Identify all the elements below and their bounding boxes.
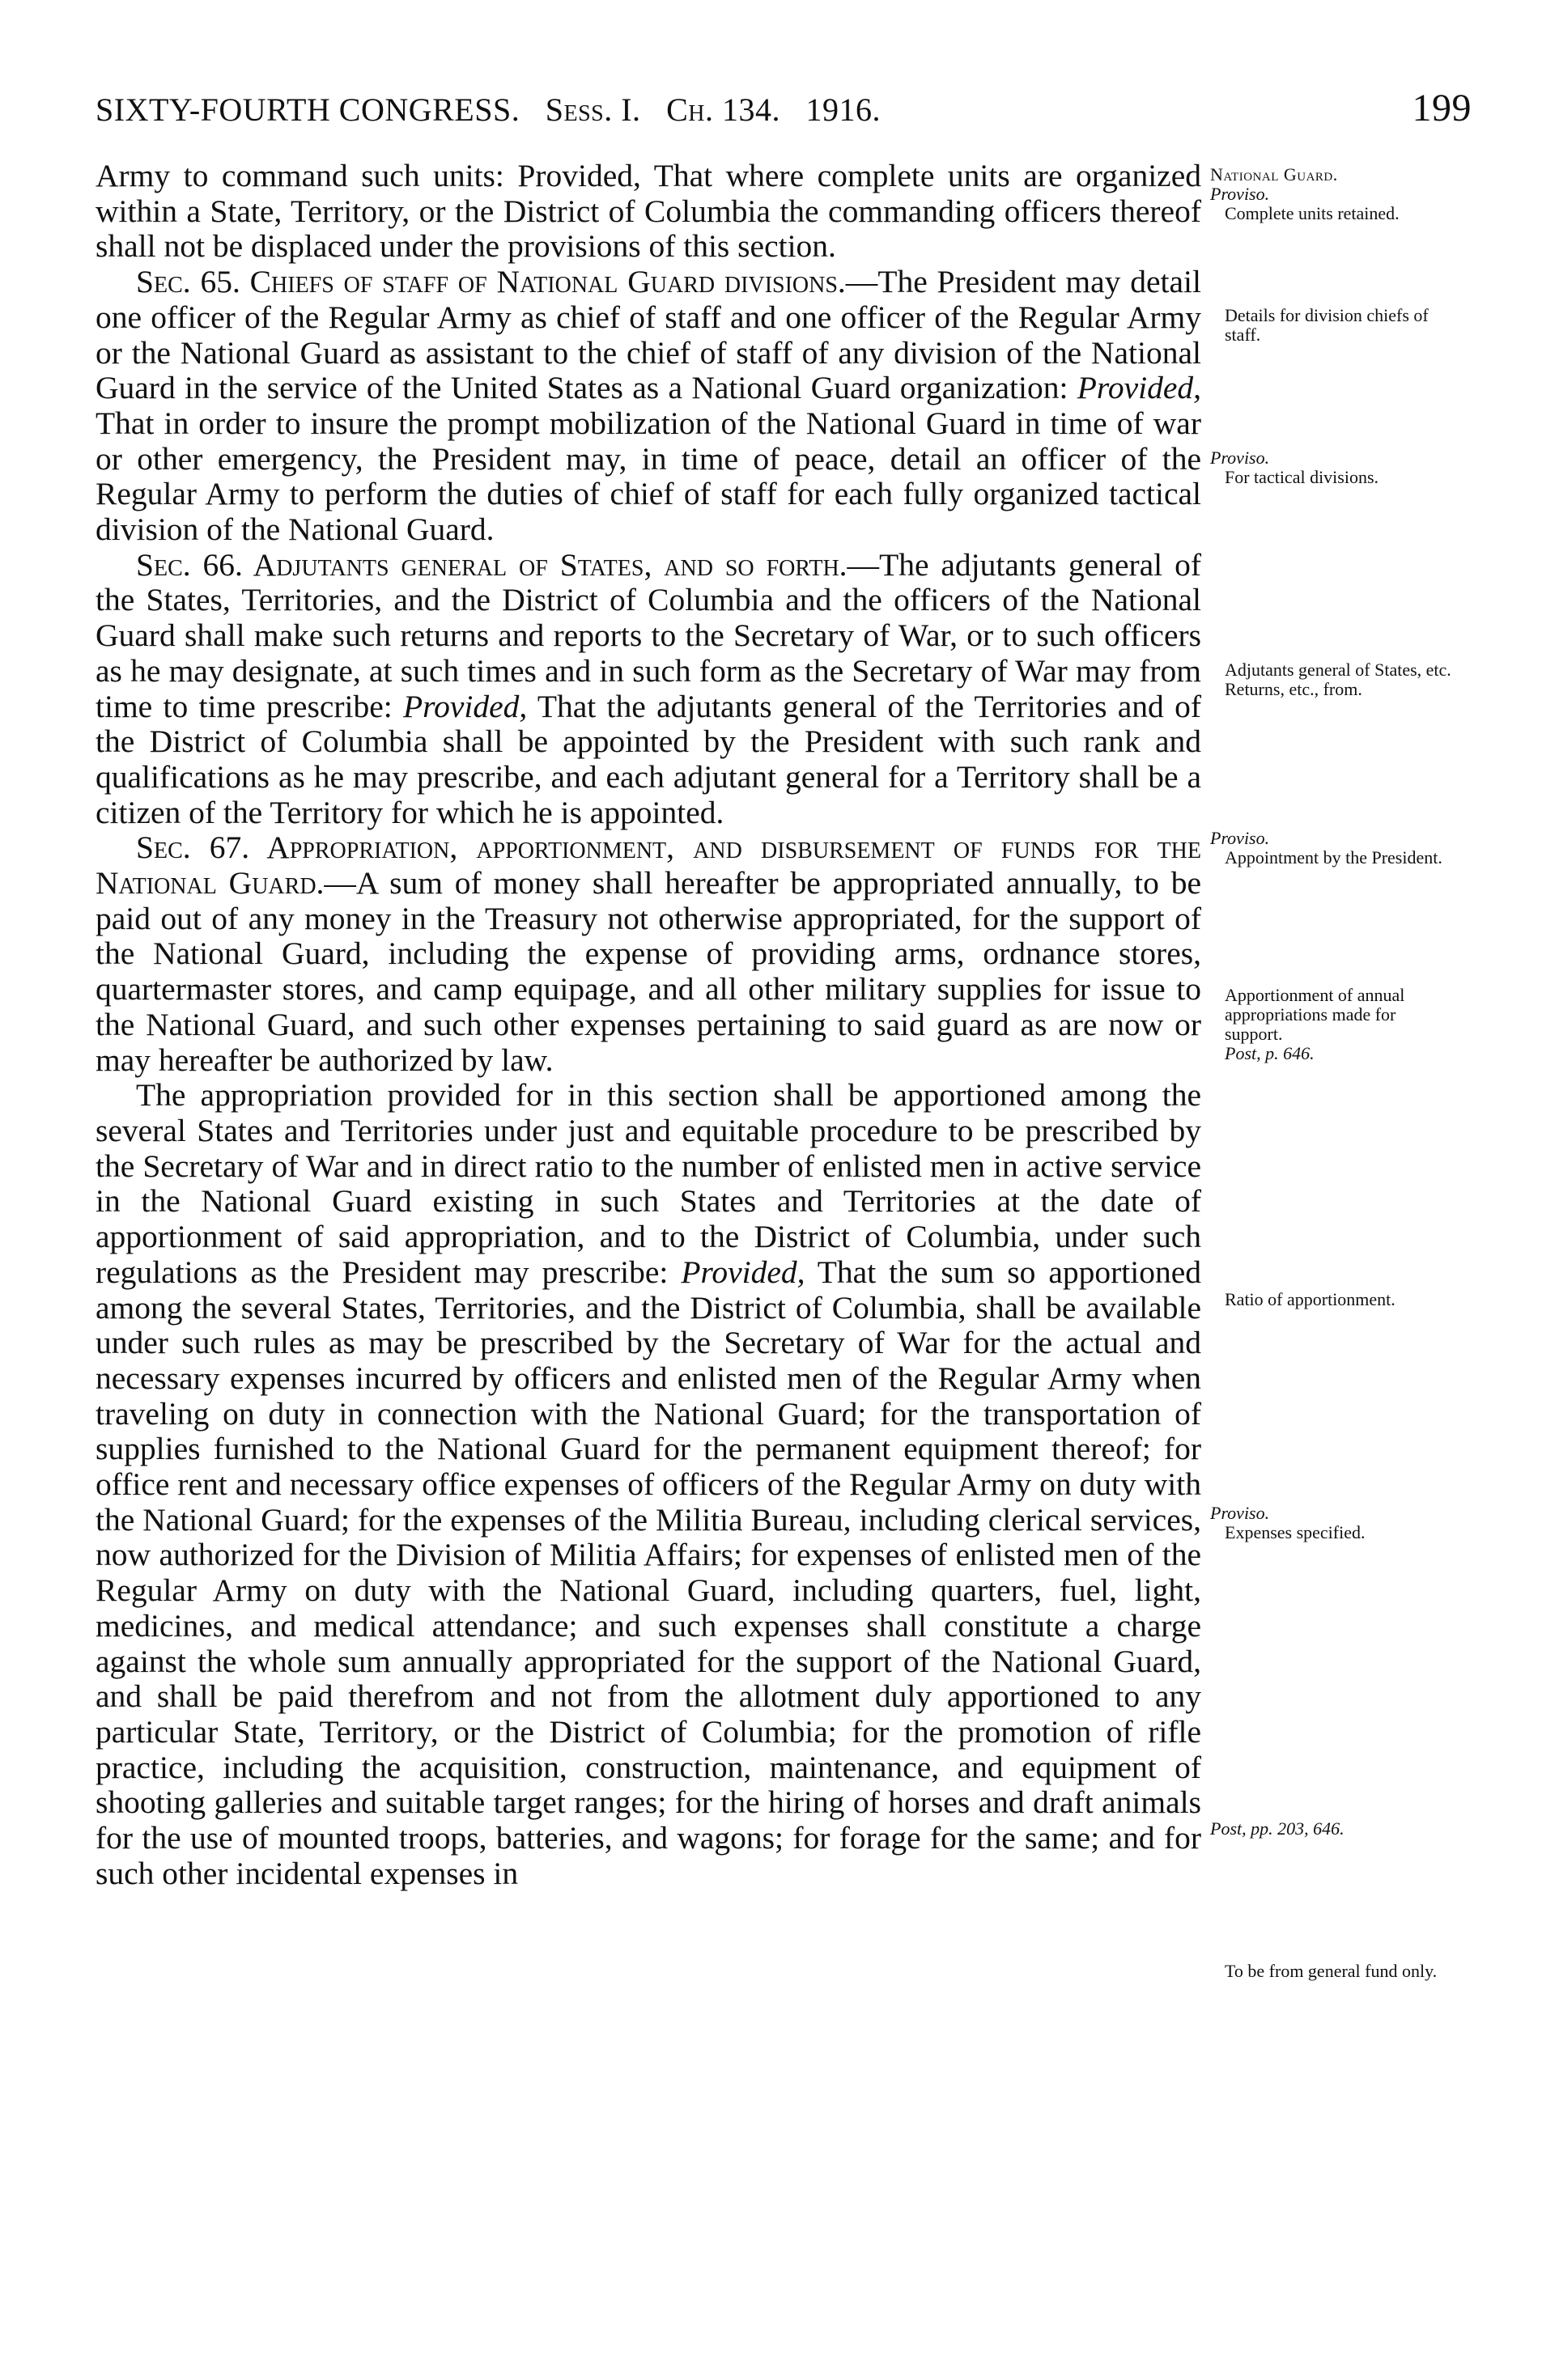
- session-label: Sess. I.: [545, 91, 641, 128]
- section-66-heading: Sec. 66. Adjutants general of States, and so forth.—: [136, 546, 880, 583]
- running-header: [96, 87, 1472, 139]
- section-66: Sec. 66. Adjutants general of States, and so forth.—The adjutants general of the States, Territories, and the District of Columbia and the officers of the National Guard shall make such returns and reports to the Secretary of War, or to such officers as he may designate, at such times and in such form as the Secretary of War may from time to time prescribe: Provided, That the adjutants general of the Territories and of the District of Columbia shall be appointed by the President with such rank and qualifications as he may prescribe, and each adjutant general for a Territory shall be a citizen of the Territory for which he is appointed.: [96, 546, 1201, 830]
- margin-note-post-pages: Post, pp. 203, 646.: [1210, 1818, 1344, 1839]
- section-67: Sec. 67. Appropriation, apportionment, and disbursement of funds for the National Guard.—A sum of money shall hereafter be appropriated annually, to be paid out of any money in the Treasury not otherwise appropriated, for the support of the National Guard, including the expense of providing arms, ordnance stores, quartermaster stores, and camp equipage, and all other military supplies for issue to the National Guard, and such other expenses pertaining to said guard as are now or may hereafter be authorized by law.: [96, 829, 1202, 1078]
- margin-note-complete-units: National Guard. Proviso. Complete units retained.: [1210, 164, 1400, 223]
- margin-note-ratio: Ratio of apportionment.: [1225, 1289, 1395, 1309]
- margin-note-expenses: Proviso. Expenses specified.: [1210, 1503, 1366, 1542]
- paragraph-provided-units: Army to command such units: Provided, That where complete units are organized within a State, Territory, or the District of Columbia the commanding officers thereof shall not be displaced under the provisions of this section.: [96, 158, 1201, 265]
- congress-title: SIXTY-FOURTH CONGRESS.: [96, 91, 520, 128]
- paragraph-apportionment: The appropriation provided for in this section shall be apportioned among the several States and Territories under just and equitable procedure to be prescribed by the Secretary of War and in direct ratio to the number of enlisted men in active service in the National Guard existing in such States and Territories at the date of apportionment of said appropriation, and to the District of Columbia, under such regulations as the President may prescribe: Provided, That the sum so apportioned among the several States, Territories, and the District of Columbia, shall be available under such rules as may be prescribed by the Secretary of War for the actual and necessary expenses incurred by officers and enlisted men of the Regular Army when traveling on duty in connection with the National Guard; for the transportation of supplies furnished to the National Guard for the permanent equipment thereof; for office rent and necessary office expenses of officers of the Regular Army on duty with the National Guard; for the expenses of the Militia Bureau, including clerical services, now authorized for the Division of Militia Affairs; for expenses of enlisted men of the Regular Army on duty with the National Guard, including quarters, fuel, light, medicines, and medical attendance; and such expenses shall constitute a charge against the whole sum annually appropriated for the support of the National Guard, and shall be paid therefrom and not from the allotment duly apportioned to any particular State, Territory, or the District of Columbia; for the promotion of rifle practice, including the acquisition, construction, maintenance, and equipment of shooting galleries and suitable target ranges; for the hiring of horses and draft animals for the use of mounted troops, batteries, and wagons; for forage for the same; and for such other incidental expenses in: [96, 1077, 1201, 1891]
- section-65: Sec. 65. Chiefs of staff of National Guard divisions.—The President may detail one officer of the Regular Army as chief of staff and one officer of the Regular Army or the National Guard as assistant to the chief of staff of any division of the National Guard in the service of the United States as a National Guard organization: Provided, That in order to insure the prompt mobilization of the National Guard in time of war or other emergency, the President may, in time of peace, detail an officer of the Regular Army to perform the duties of chief of staff for each fully organized tactical division of the National Guard.: [96, 264, 1201, 548]
- year-label: 1916.: [805, 91, 881, 128]
- margin-note-adjutants-general: Adjutants general of States, etc. Returns, etc., from.: [1225, 660, 1451, 699]
- page-number: 199: [1412, 87, 1472, 129]
- margin-note-chiefs-of-staff: Details for division chiefs of staff.: [1225, 305, 1429, 345]
- section-67-heading: Sec. 67. Appropriation, apportionment, and disbursement of funds for the National Guard.—: [96, 829, 1201, 902]
- margin-note-general-fund: To be from general fund only.: [1225, 1961, 1438, 1981]
- margin-note-apportionment: Apportionment of annual appropriations made for support. Post, p. 646.: [1225, 985, 1405, 1063]
- chapter-label: Ch. 134.: [666, 91, 780, 128]
- margin-note-tactical-divisions: Proviso. For tactical divisions.: [1210, 448, 1379, 487]
- main-text: [96, 159, 1201, 1891]
- section-65-heading: Sec. 65. Chiefs of staff of National Guard divisions.—: [136, 264, 878, 300]
- margin-note-appointment: Proviso. Appointment by the President.: [1210, 828, 1442, 868]
